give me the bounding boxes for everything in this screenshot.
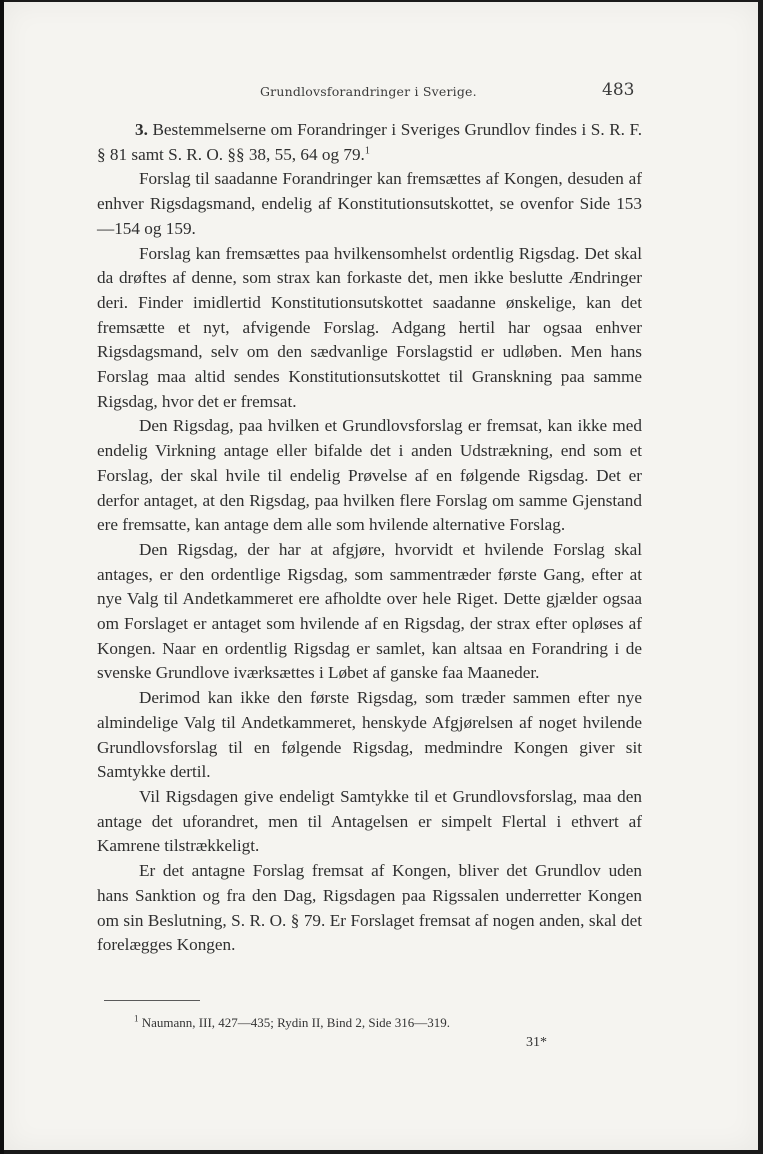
paragraph: Derimod kan ikke den første Rigsdag, som træder sammen efter nye almindelige Valg til Andetkammeret, henskyde Afgjørelsen af noget hvilende Grundlovsforslag til en følgende Rigsdag, medmindre Kongen giver sit Samtykke dertil. (97, 688, 642, 782)
page-number: 483 (602, 80, 635, 100)
signature-mark: 31* (526, 1035, 547, 1050)
paragraph: Den Rigsdag, paa hvilken et Grundlovsforslag er fremsat, kan ikke med endelig Virkning antage eller bifalde det i anden Udstrækning, end som et Forslag, der skal hvile til endelig Prøvelse af en følgende Rigsdag. Det er derfor antaget, at den Rigsdag, paa hvilken flere Forslag om samme Gjenstand ere fremsatte, kan antage dem alle som hvilende alternative Forslag. (97, 416, 642, 535)
footnote (134, 1015, 614, 1031)
page-header (4, 82, 758, 102)
paragraph: Den Rigsdag, der har at afgjøre, hvorvidt et hvilende Forslag skal antages, er den ordentlige Rigsdag, som sammentræder første Gang, efter at nye Valg til Andetkammeret ere afholdte over hele Riget. Dette gjælder ogsaa om Forslaget er antaget som hvilende af en Rigsdag, der strax efter opløses af Kongen. Naar en ordentlig Rigsdag er samlet, kan altsaa en Forandring i de svenske Grundlove iværksættes i Løbet af ganske faa Maaneder. (97, 539, 642, 683)
book-page (4, 2, 758, 1150)
paragraph: Forslag til saadanne Forandringer kan fremsættes af Kongen, desuden af enhver Rigsdagsmand, endelig af Konstitutionsutskottet, se ovenfor Side 153—154 og 159. (97, 169, 642, 238)
main-text (97, 118, 642, 958)
paragraph-section-3 (97, 118, 642, 167)
running-title: Grundlovsforandringer i Sverige. (260, 84, 477, 99)
footnote-reference: 1 (364, 144, 370, 156)
paragraph-text: Bestemmelserne om Forandringer i Sveriges Grundlov findes i S. R. F. § 81 samt S. R. O. §§ 38, 55, 64 og 79. (97, 120, 642, 164)
footnote-divider (104, 1000, 200, 1001)
paragraph: Vil Rigsdagen give endeligt Samtykke til et Grundlovsforslag, maa den antage det uforandret, men til Antagelsen er simpelt Flertal i ethvert af Kamrene tilstrækkeligt. (97, 786, 642, 856)
footnote-text: Naumann, III, 427—435; Rydin II, Bind 2, Side 316—319. (138, 1015, 450, 1030)
paragraph: Er det antagne Forslag fremsat af Kongen, bliver det Grundlov uden hans Sanktion og fra den Dag, Rigsdagen paa Rigssalen underretter Kongen om sin Beslutning, S. R. O. § 79. Er Forslaget fremsat af nogen anden, skal det forelægges Kongen. (97, 861, 642, 955)
section-number: 3. (135, 120, 148, 139)
footnote-marker: 1 (134, 1013, 139, 1024)
paragraph: Forslag kan fremsættes paa hvilkensomhelst ordentlig Rigsdag. Det skal da drøftes af denne, som strax kan forkaste det, men ikke beslutte Ændringer deri. Finder imidlertid Konstitutionsutskottet saadanne ønskelige, kan det fremsætte et nyt, afvigende Forslag. Adgang hertil har ogsaa enhver Rigsdagsmand, selv om den sædvanlige Forslagstid er udløben. Men hans Forslag maa altid sendes Konstitutionsutskottet til Granskning paa samme Rigsdag, hvor det er fremsat. (97, 243, 642, 411)
